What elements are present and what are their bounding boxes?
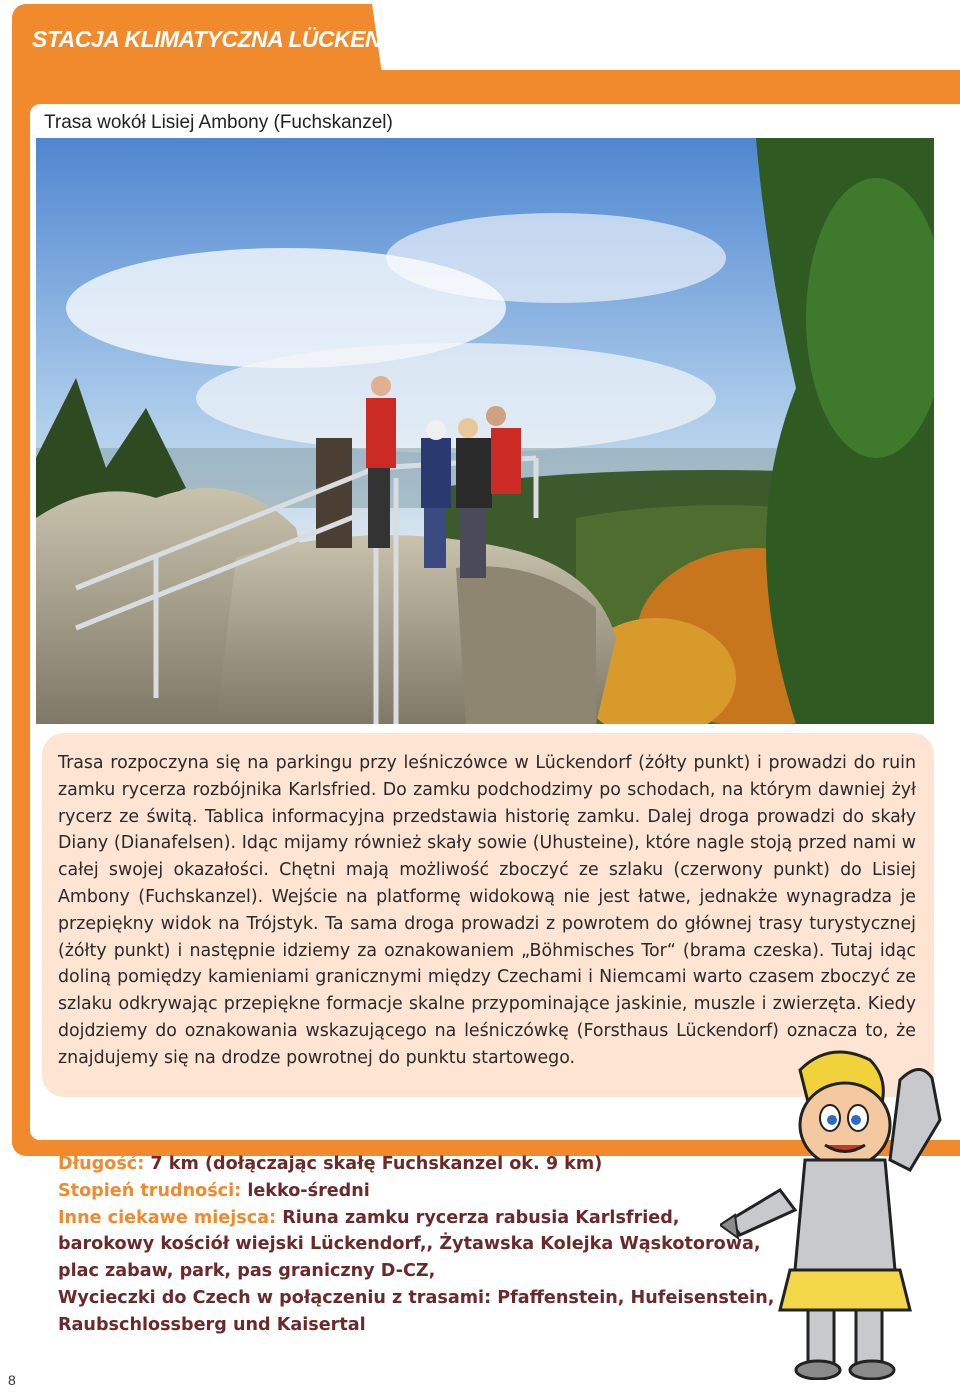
length-row: [58, 1151, 758, 1178]
length-value: 7 km (dołączając skałę Fuchskanzel ok. 9 km): [150, 1154, 603, 1174]
places-value-1: Riuna zamku rycerza rabusia Karlsfried,: [282, 1207, 680, 1228]
viewpoint-photo-icon: [36, 138, 934, 724]
length-label: Długość:: [58, 1154, 145, 1174]
difficulty-row: [58, 1178, 758, 1205]
trips-label: Wycieczki do Czech w połączeniu z trasami:: [58, 1287, 492, 1308]
places-value-2: barokowy kościół wiejski Lückendorf,, Żytawska Kolejka Wąskotorowa,: [58, 1234, 761, 1255]
places-row: [58, 1205, 758, 1232]
landscape-photo: [36, 138, 934, 724]
trips-row: [58, 1285, 775, 1312]
trips-value-2: Raubschlossberg und Kaisertal: [58, 1314, 366, 1335]
route-title: Trasa wokół Lisiej Ambony (Fuchskanzel): [44, 112, 393, 133]
places-value-3: plac zabaw, park, pas graniczny D-CZ,: [58, 1261, 436, 1282]
trips-value-1: Pfaffenstein, Hufeisenstein,: [497, 1287, 775, 1308]
places-label: Inne ciekawe miejsca:: [58, 1207, 277, 1228]
knight-mascot-icon: [720, 1040, 960, 1380]
route-facts: [58, 1151, 775, 1339]
difficulty-label: Stopień trudności:: [58, 1180, 242, 1201]
route-description: Trasa rozpoczyna się na parkingu przy leśniczówce w Lückendorf (żółty punkt) i prowadzi do ruin zamku rycerza rozbójnika Karlsfried. Do zamku podchodzimy po schodach, na którym dawniej żył rycerz ze świtą. Tablica informacyjna przedstawia historię zamku. Dalej droga prowadzi do skały Diany (Dianafelsen). Idąc mijamy również skały sowie (Uhusteine), które nagle stoją przed nami w całej swojej okazałości. Chętni mają możliwość zboczyć ze szlaku (czerwony punkt) do Lisiej Ambony (Fuchskanzel). Wejście na platformę widokową nie jest łatwe, jednakże wynagradza je przepiękny widok na Trójstyk. Ta sama droga prowadzi z powrotem do głównej trasy turystycznej (żółty punkt) i następnie idziemy za oznakowaniem „Böhmisches Tor“ (brama czeska). Tutaj idąc doliną pomiędzy kamieniami granicznymi między Czechami i Niemcami warto czasem zboczyć ze szlaku odkrywając przepiękne formacje skalne przypominające jaskinie, muszle i zwierzęta. Kiedy dojdziemy do oznakowania wskazującego na leśniczówkę (Forsthaus Lückendorf) oznacza to, że znajdujemy się na drodze powrotnej do punktu startowego.: [58, 753, 916, 1068]
difficulty-value: lekko-średni: [247, 1180, 370, 1201]
section-title: STACJA KLIMATYCZNA LÜCKENDORF: [32, 26, 445, 52]
page-number: 8: [8, 1372, 16, 1388]
